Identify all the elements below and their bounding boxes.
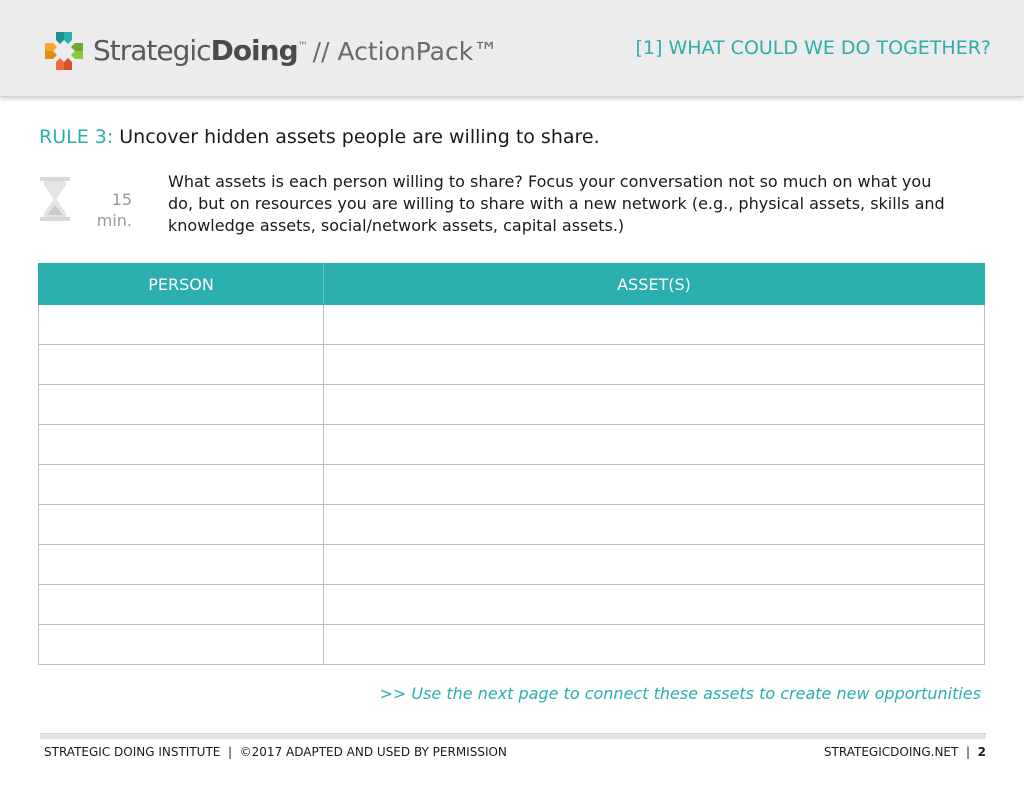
assets-cell[interactable] xyxy=(324,385,985,425)
instructions-text: What assets is each person willing to share? Focus your conversation not so much on what you do, but on resources you are willing to share with a new network (e.g., physical assets, skills and knowledge assets, social/network assets, capital assets.) xyxy=(168,172,945,235)
table-row xyxy=(39,425,985,465)
assets-cell[interactable] xyxy=(324,625,985,665)
person-cell[interactable] xyxy=(39,625,324,665)
brand-doing: Doing xyxy=(210,34,298,67)
assets-cell[interactable] xyxy=(324,345,985,385)
person-cell[interactable] xyxy=(39,585,324,625)
column-header-assets: ASSET(S) xyxy=(324,264,985,305)
footer-credit: STRATEGIC DOING INSTITUTE | ©2017 ADAPTED AND USED BY PERMISSION xyxy=(44,745,507,759)
brand-wordmark xyxy=(93,33,498,69)
column-header-person: PERSON xyxy=(39,264,324,305)
assets-cell[interactable] xyxy=(324,585,985,625)
section-title: [1] WHAT COULD WE DO TOGETHER? xyxy=(635,37,991,59)
table-row xyxy=(39,305,985,345)
assets-cell[interactable] xyxy=(324,425,985,465)
timer-duration xyxy=(88,189,132,231)
table-header-row xyxy=(39,264,985,305)
timer-unit: min. xyxy=(96,211,132,230)
footer-site-url: STRATEGICDOING.NET | xyxy=(823,745,978,759)
person-cell[interactable] xyxy=(39,345,324,385)
person-cell[interactable] xyxy=(39,505,324,545)
brand-strategic: Strategic xyxy=(93,34,211,67)
table-row xyxy=(39,385,985,425)
table-row xyxy=(39,585,985,625)
person-cell[interactable] xyxy=(39,305,324,345)
assets-cell[interactable] xyxy=(324,305,985,345)
strategic-doing-logo-icon xyxy=(43,30,85,72)
next-page-note: >> Use the next page to connect these assets to create new opportunities xyxy=(379,684,981,703)
table-row xyxy=(39,345,985,385)
timer-value: 15 xyxy=(111,190,132,209)
table-row xyxy=(39,545,985,585)
rule-text: Uncover hidden assets people are willing to share. xyxy=(113,126,600,148)
hourglass-icon xyxy=(38,177,72,221)
table-row xyxy=(39,625,985,665)
person-cell[interactable] xyxy=(39,385,324,425)
brand-actionpack: // ActionPack™ xyxy=(312,37,499,66)
page-header xyxy=(0,0,1024,97)
brand-trademark: ™ xyxy=(297,41,307,52)
person-cell[interactable] xyxy=(39,545,324,585)
footer-site xyxy=(824,745,986,759)
page-number: 2 xyxy=(977,745,986,759)
person-cell[interactable] xyxy=(39,465,324,505)
table-row xyxy=(39,505,985,545)
assets-cell[interactable] xyxy=(324,545,985,585)
rule-heading xyxy=(39,126,600,148)
person-cell[interactable] xyxy=(39,425,324,465)
footer-divider xyxy=(40,733,986,739)
table-row xyxy=(39,465,985,505)
assets-cell[interactable] xyxy=(324,505,985,545)
person-assets-table xyxy=(38,263,985,665)
rule-label: RULE 3: xyxy=(39,126,114,148)
assets-cell[interactable] xyxy=(324,465,985,505)
